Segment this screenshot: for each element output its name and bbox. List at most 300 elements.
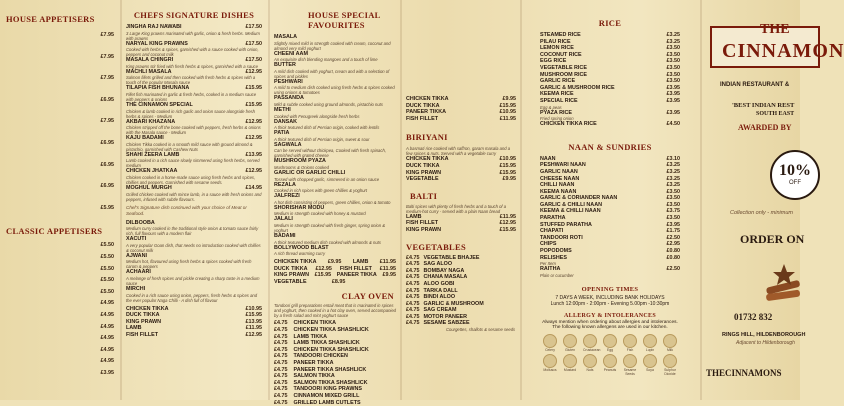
allergen-label: Egg bbox=[606, 347, 614, 352]
menu-item-price: £4.75 bbox=[274, 327, 288, 334]
menu-item bbox=[406, 214, 516, 221]
menu-item bbox=[274, 205, 396, 212]
rice-list bbox=[526, 32, 694, 128]
menu-item-price: £9.95 bbox=[382, 272, 396, 279]
menu-item-price: £3.25 bbox=[666, 175, 680, 182]
allergen-icon bbox=[663, 334, 677, 348]
menu-item-price: £11.95 bbox=[379, 265, 396, 272]
menu-item-name: SHORISHAR MODU bbox=[274, 204, 325, 211]
menu-item-price: £4.75 bbox=[406, 287, 420, 294]
menu-item-name: CHANA MASALA bbox=[423, 274, 468, 281]
menu-item-name: GARLIC & MUSHROOM RICE bbox=[540, 84, 615, 91]
menu-item-name: BINDI ALOO bbox=[423, 294, 456, 301]
menu-item bbox=[406, 268, 516, 275]
menu-item bbox=[540, 222, 680, 229]
menu-item-name: STUFFED PARATHA bbox=[540, 221, 592, 228]
allergen bbox=[643, 354, 657, 376]
tikka-list bbox=[406, 96, 516, 122]
menu-item-price: £4.75 bbox=[274, 340, 288, 347]
menu-item bbox=[540, 169, 680, 176]
menu-item bbox=[406, 274, 516, 281]
menu-item-price: £4.75 bbox=[274, 366, 288, 373]
menu-item bbox=[126, 312, 262, 319]
menu-item bbox=[406, 96, 516, 103]
menu-item-desc: Mild & subtle cooked using ground almonds, pistachio nuts bbox=[274, 101, 383, 107]
column-brand bbox=[702, 0, 844, 400]
menu-item-name: REZALA bbox=[274, 181, 296, 188]
menu-item-desc: Medium in strength cooked with honey & mustard bbox=[274, 211, 366, 217]
menu-item bbox=[540, 208, 680, 215]
menu-item-price: £3.50 bbox=[666, 195, 680, 202]
menu-item-name: VEGETABLE RICE bbox=[540, 64, 587, 71]
menu-item bbox=[274, 272, 396, 279]
menu-item bbox=[126, 135, 262, 142]
menu-item-desc: Cooked in a rich sauce using onion, peppers, fresh herbs & spices and the ever popular Naga Chilli - A dish full of flavour bbox=[126, 292, 258, 303]
menu-item-name: DUCK TIKKA bbox=[406, 102, 440, 109]
menu-item-price: £11.95 bbox=[379, 259, 396, 266]
menu-item-name: XACUTI bbox=[126, 236, 147, 243]
menu-item-name: CHICKEN TIKKA bbox=[406, 156, 449, 163]
menu-item bbox=[126, 286, 262, 293]
menu-item bbox=[540, 98, 680, 105]
menu-item-name: EGG RICE bbox=[540, 58, 567, 65]
allergen-icon bbox=[643, 354, 657, 368]
menu-item-price: £11.95 bbox=[499, 213, 516, 220]
allergen bbox=[643, 334, 657, 352]
brand-the: THE bbox=[760, 22, 790, 37]
menu-item-desc: Cooked with herbs & spices, garnished with a sauce cooked with onion, peppers and coconut milk bbox=[126, 47, 259, 58]
allergen bbox=[583, 354, 597, 376]
allergen-label: Nuts bbox=[586, 367, 594, 372]
award-line1: 'BEST INDIAN REST bbox=[732, 102, 795, 109]
menu-item bbox=[274, 367, 396, 374]
website[interactable]: THECINNAMONS bbox=[706, 368, 782, 378]
menu-item-name: AKBARI KHAZANA bbox=[126, 118, 176, 125]
menu-item-price: £15.95 bbox=[245, 85, 262, 92]
menu-item-price: £4.75 bbox=[274, 346, 288, 353]
menu-item-price: £3.50 bbox=[666, 215, 680, 222]
menu-item-price: £11.95 bbox=[245, 325, 262, 332]
menu-item-desc: Plain or cucumber bbox=[540, 272, 574, 278]
menu-item bbox=[4, 97, 114, 104]
menu-item bbox=[4, 162, 114, 169]
menu-item-name: PILAU RICE bbox=[540, 38, 571, 45]
menu-item-desc: Medium curry cooked in the traditional style onion & tomato sauce fairly rich, full flavours with a modern flair bbox=[126, 226, 259, 237]
menu-item-name: GARLIC OR GARLIC CHILLI bbox=[274, 169, 346, 176]
menu-item-price: £2.50 bbox=[666, 266, 680, 273]
menu-item-price: £3.25 bbox=[666, 38, 680, 45]
menu-item-price: £4.75 bbox=[406, 280, 420, 287]
menu-item-name: KEEMA RICE bbox=[540, 91, 574, 98]
menu-item-price: £15.95 bbox=[499, 226, 516, 233]
menu-item-name: TANDOORI ROTI bbox=[540, 234, 583, 241]
menu-item bbox=[274, 62, 396, 69]
menu-item-name: PANEER TIKKA SHASHLICK bbox=[293, 366, 367, 373]
menu-item bbox=[274, 347, 396, 354]
menu-item-price: £3.25 bbox=[666, 182, 680, 189]
menu-item-price: £4.95 bbox=[100, 335, 114, 342]
menu-item-name: TANDOORI KING PRAWNS bbox=[293, 386, 362, 393]
menu-item-desc: Chicken & lamb cooked in rich garlic and onion sauce alongside fresh herbs & spices - Medium bbox=[126, 108, 255, 119]
section-title-naan: NAAN & SUNDRIES bbox=[568, 141, 652, 152]
menu-item-price: £0.80 bbox=[666, 248, 680, 255]
menu-item-name: BADAMI bbox=[274, 232, 296, 239]
menu-item-name: LAMB bbox=[126, 325, 142, 332]
menu-item bbox=[4, 289, 114, 296]
allergen bbox=[543, 334, 557, 352]
menu-item-name: PANEER TIKKA bbox=[336, 272, 377, 279]
order-heading: ORDER ON bbox=[740, 232, 805, 246]
menu-item-name: CHAPATI bbox=[540, 228, 564, 235]
menu-item bbox=[540, 241, 680, 248]
menu-item-name: MASALA bbox=[274, 34, 298, 40]
menu-item-name: SAG CREAM bbox=[423, 307, 457, 314]
menu-item-desc: A mild dish cooked with yoghurt, cream and with a selection of spices and pickles bbox=[274, 68, 390, 79]
menu-item bbox=[4, 324, 114, 331]
menu-item-name: RAITHA bbox=[540, 266, 561, 273]
menu-item-price: £4.75 bbox=[274, 373, 288, 380]
section-title-biriyani: BIRIYANI bbox=[406, 132, 448, 143]
menu-item-price: £12.95 bbox=[499, 220, 516, 227]
menu-item-price: £6.95 bbox=[100, 96, 114, 103]
menu-item-price: £6.95 bbox=[100, 161, 114, 168]
menu-item-name: PANEER TIKKA bbox=[293, 360, 334, 367]
menu-item-price: £17.50 bbox=[245, 24, 262, 30]
menu-item-desc: A melange of fresh spices and pickle creating a sharp taste in a medium sauce bbox=[126, 275, 260, 286]
menu-item-price: £3.25 bbox=[666, 32, 680, 38]
menu-item bbox=[126, 236, 262, 243]
menu-item bbox=[540, 182, 680, 189]
menu-item-price: £4.75 bbox=[274, 320, 288, 327]
menu-item-price: £5.50 bbox=[100, 242, 114, 249]
naan-list bbox=[526, 156, 694, 278]
menu-item bbox=[126, 253, 262, 260]
menu-item-price: £12.95 bbox=[245, 168, 262, 175]
menu-item-name: CHICKEN TIKKA SHASHLICK bbox=[293, 346, 369, 353]
menu-item-desc: 3 Large King prawns marinated with garlic, onion & fresh herbs. Medium with prawns bbox=[126, 30, 260, 41]
menu-item bbox=[274, 193, 396, 200]
biriyani-desc: A basmati rice cooked with saffron, garam masala and a few spices & nuts. Served with a vegetable curry bbox=[406, 146, 511, 157]
menu-item bbox=[406, 301, 516, 308]
menu-item-name: DILBOOBA bbox=[126, 219, 155, 226]
menu-item bbox=[540, 39, 680, 46]
menu-item-name: CHICKEN TIKKA bbox=[274, 259, 317, 266]
menu-item-desc: Cooked in rich spices with green chillies & yoghurt bbox=[274, 188, 368, 194]
menu-item-price: £8.95 bbox=[331, 278, 346, 285]
menu-item-price: £10.95 bbox=[245, 305, 262, 312]
menu-item-price: £3.50 bbox=[666, 51, 680, 58]
menu-item bbox=[274, 95, 396, 102]
menu-item bbox=[4, 75, 114, 82]
cinnamon-sticks-image bbox=[764, 262, 800, 308]
house-special-meat-list bbox=[274, 259, 396, 285]
menu-item-price: £9.95 bbox=[502, 176, 516, 183]
menu-item bbox=[540, 156, 680, 163]
menu-item bbox=[406, 163, 516, 170]
allergen-icon bbox=[563, 334, 577, 348]
allergen-label: Peanuts bbox=[603, 367, 617, 372]
menu-item-name: FISH FILLET bbox=[406, 115, 439, 122]
menu-item-name: PESHWARI NAAN bbox=[540, 162, 586, 169]
allergen-label: Celery bbox=[545, 347, 555, 352]
menu-item-price: £4.75 bbox=[274, 399, 288, 406]
allergy-title: ALLERGY & INTOLERANCES bbox=[564, 312, 656, 319]
menu-item bbox=[274, 158, 396, 165]
menu-item bbox=[540, 65, 680, 72]
biriyani-list bbox=[406, 156, 516, 182]
menu-item-name: CHICKEN TIKKA bbox=[293, 320, 337, 327]
menu-item-price: £0.80 bbox=[666, 254, 680, 261]
menu-item-price: £12.95 bbox=[245, 118, 262, 125]
menu-item bbox=[126, 85, 262, 92]
menu-item-name: FISH FILLET bbox=[406, 220, 439, 227]
menu-item bbox=[540, 248, 680, 255]
menu-item-desc: A hot dish consisting of peppers, green chillies, onion & tomato bbox=[274, 199, 391, 205]
menu-item-price: £15.95 bbox=[499, 102, 516, 109]
allergen-label: Molluscs bbox=[543, 367, 557, 372]
address-line1: RINGS HILL, HILDENBOROUGH bbox=[722, 332, 806, 338]
menu-item-desc: Mushrooms & Onions cooked bbox=[274, 164, 329, 170]
menu-item-name: LAMB TIKKA bbox=[293, 333, 328, 340]
menu-item-name: RELISHES bbox=[540, 254, 567, 261]
menu-item-desc: A rich thread warming curry bbox=[274, 251, 326, 257]
menu-item-price: £4.75 bbox=[406, 307, 420, 314]
menu-item-price: £9.95 bbox=[502, 96, 516, 102]
menu-item bbox=[126, 269, 262, 276]
allergen-icon bbox=[603, 354, 617, 368]
menu-item-price: £4.75 bbox=[406, 294, 420, 301]
menu-item-price: £5.50 bbox=[100, 253, 114, 260]
menu-item bbox=[4, 140, 114, 147]
menu-item-desc: A very popular Goan dish, that needs no introduction cooked with chillies & coconut milk bbox=[126, 242, 261, 253]
menu-item-name: BUTTER bbox=[274, 62, 296, 69]
phone-number[interactable]: 01732 832 bbox=[734, 312, 773, 322]
menu-item bbox=[406, 156, 516, 163]
menu-item bbox=[274, 334, 396, 341]
menu-item bbox=[540, 72, 680, 79]
allergen-label: Sulphur Dioxide bbox=[664, 367, 676, 376]
column-appetisers bbox=[0, 0, 118, 400]
menu-item bbox=[274, 216, 396, 223]
balti-list bbox=[406, 214, 516, 234]
menu-item-name: CHIPS bbox=[540, 241, 557, 248]
menu-item-name: THE CINNAMON SPECIAL bbox=[126, 101, 193, 108]
signature-list bbox=[126, 24, 262, 202]
menu-item-price: £4.95 bbox=[100, 346, 114, 353]
allergen-label: Soya bbox=[646, 367, 654, 372]
menu-item-price: £3.50 bbox=[666, 188, 680, 195]
menu-item bbox=[274, 373, 396, 380]
menu-item-name: GARLIC & CORIANDER NAAN bbox=[540, 195, 618, 202]
menu-item-name: LAMB TIKKA SHASHLICK bbox=[293, 340, 360, 347]
menu-item bbox=[540, 266, 680, 273]
menu-item bbox=[4, 312, 114, 319]
signature-note: Chef's Signature dish continued with your choice of Meat or Seafood. bbox=[126, 204, 247, 216]
menu-item bbox=[4, 183, 114, 190]
menu-item-name: DUCK TIKKA bbox=[126, 312, 160, 319]
menu-item-price: £11.95 bbox=[499, 115, 516, 122]
appetisers-list bbox=[4, 32, 114, 211]
menu-item-price: £15.95 bbox=[314, 272, 332, 279]
menu-item bbox=[274, 51, 396, 58]
menu-item bbox=[4, 347, 114, 354]
menu-item bbox=[126, 24, 262, 31]
allergen-label: Mustard bbox=[563, 367, 577, 372]
menu-item-price: £4.50 bbox=[666, 121, 680, 128]
menu-item bbox=[274, 119, 396, 126]
allergen-icon bbox=[583, 334, 597, 348]
menu-item bbox=[274, 142, 396, 149]
menu-item-name: GRILLED LAMB CUTLETS bbox=[293, 399, 361, 406]
menu-item-name: VEGETABLE bbox=[406, 176, 439, 183]
menu-item bbox=[126, 306, 262, 313]
allergy-line1: Always mention when ordering about allergies and intolerances. bbox=[542, 319, 678, 325]
menu-item bbox=[406, 307, 516, 314]
menu-item-price: £15.95 bbox=[499, 162, 516, 169]
menu-item bbox=[4, 32, 114, 39]
menu-item bbox=[274, 259, 396, 266]
menu-item bbox=[406, 288, 516, 295]
menu-item bbox=[540, 121, 680, 128]
allergen-icon bbox=[663, 354, 677, 368]
menu-item-price: £4.75 bbox=[406, 320, 420, 327]
allergen bbox=[563, 334, 577, 352]
menu-item-price: £3.50 bbox=[666, 201, 680, 208]
menu-item-name: SHAHI ZEERA LAMB bbox=[126, 151, 180, 158]
allergen-icon bbox=[603, 334, 617, 348]
menu-item-name: NAAN bbox=[540, 155, 556, 162]
menu-item-name: PARATHA bbox=[540, 215, 566, 222]
clay-oven-desc: Tandoori grill preparations entail meat that is marinated in spices and yoghurt, then cooked in a hot clay oven, served accompanied by a fresh salad and mint yoghurt sauce bbox=[274, 303, 396, 319]
allergen-label: Sesame Seeds bbox=[623, 367, 637, 376]
section-title-classic-appetisers: CLASSIC APPETISERS bbox=[6, 226, 103, 237]
menu-item-name: KING PRAWN bbox=[126, 318, 162, 325]
menu-item-name: PASSANDA bbox=[274, 95, 304, 102]
menu-item-name: KAJU BADAMI bbox=[126, 135, 164, 142]
opening-line2: Lunch 12:00pm - 2:00pm - Evening 5.00pm -10:30pm bbox=[550, 300, 670, 307]
menu-item bbox=[406, 116, 516, 123]
menu-item-price: £7.95 bbox=[100, 118, 114, 125]
menu-item bbox=[274, 79, 396, 86]
menu-item bbox=[274, 107, 396, 114]
menu-item bbox=[406, 314, 516, 321]
menu-item-name: DANSAK bbox=[274, 118, 298, 125]
menu-item-price: £4.75 bbox=[274, 393, 288, 399]
menu-item-desc: Egg & peas bbox=[540, 104, 562, 110]
menu-item bbox=[274, 170, 396, 177]
menu-item-price: £7.95 bbox=[100, 53, 114, 60]
brand-name: CINNAMON bbox=[722, 40, 844, 62]
menu-item-price: £4.75 bbox=[274, 386, 288, 393]
menu-item-price: £4.95 bbox=[100, 323, 114, 330]
menu-item-name: KING PRAWN bbox=[406, 169, 442, 176]
menu-item-price: £7.95 bbox=[100, 32, 114, 38]
allergen bbox=[543, 354, 557, 376]
menu-item-price: £4.75 bbox=[274, 379, 288, 386]
section-title-signature: CHEFS SIGNATURE DISHES bbox=[133, 10, 255, 20]
menu-item bbox=[406, 320, 516, 327]
menu-item bbox=[274, 327, 396, 334]
vegetables-note: Courgettes, shallots & sesame seeds bbox=[446, 327, 516, 333]
menu-item-name: PANEER TIKKA bbox=[406, 109, 447, 116]
menu-item bbox=[540, 110, 680, 117]
menu-item bbox=[4, 300, 114, 307]
menu-item-desc: Chicken cooked in a home-made sauce using fresh herbs and spices, chillies and peppers. Garnished with sesame seeds. bbox=[126, 174, 256, 185]
menu-item-name: DUCK TIKKA bbox=[274, 265, 308, 272]
menu-item bbox=[274, 245, 396, 252]
allergen-icon bbox=[623, 354, 637, 368]
menu-item-price: £7.95 bbox=[100, 75, 114, 82]
menu-item-price: £5.50 bbox=[100, 277, 114, 284]
allergen-icon bbox=[643, 334, 657, 348]
menu-item-desc: Per Item bbox=[540, 261, 556, 267]
brand-tagline: INDIAN RESTAURANT & bbox=[720, 82, 790, 88]
menu-item bbox=[126, 319, 262, 326]
menu-item-price: £3.50 bbox=[666, 45, 680, 52]
menu-item-name: KEEMA NAAN bbox=[540, 188, 577, 195]
menu-item-name: DUCK TIKKA bbox=[406, 162, 440, 169]
menu-item-name: GARLIC & CHILLI NAAN bbox=[540, 201, 602, 208]
menu-item-price: £15.95 bbox=[499, 169, 516, 176]
menu-item-name: CHICKEN TIKKA bbox=[406, 96, 449, 102]
menu-item-price: £6.95 bbox=[100, 139, 114, 146]
menu-item-desc: Fried spring onion bbox=[540, 116, 574, 122]
menu-item-price: £2.50 bbox=[666, 234, 680, 241]
allergen bbox=[603, 354, 617, 376]
menu-item-name: MUSHROOM RICE bbox=[540, 71, 588, 78]
menu-item-name: SAGWALA bbox=[274, 141, 302, 148]
balti-desc: Balti spices with plenty of fresh herbs and a touch of a medium-hot curry - served with a plain Naan bread bbox=[406, 203, 507, 214]
menu-item bbox=[540, 85, 680, 92]
menu-item-name: MACHLI MASALA bbox=[126, 68, 172, 75]
menu-item-name: KEEMA & CHILLI NAAN bbox=[540, 208, 601, 215]
allergen bbox=[623, 334, 637, 352]
menu-item-name: SPECIAL RICE bbox=[540, 97, 578, 104]
menu-item bbox=[274, 320, 396, 327]
menu-item-price: £13.95 bbox=[245, 151, 262, 158]
menu-item bbox=[540, 52, 680, 59]
menu-item-name: POPODOMS bbox=[540, 248, 572, 255]
menu-item-name: BOMBAY NAGA bbox=[423, 267, 465, 274]
menu-item-price: £1.75 bbox=[666, 228, 680, 235]
menu-item bbox=[540, 78, 680, 85]
discount-value: 10% bbox=[779, 162, 811, 179]
menu-item bbox=[126, 119, 262, 126]
allergen-icon bbox=[583, 354, 597, 368]
menu-item-name: CHICKEN TIKKA RICE bbox=[540, 121, 597, 128]
menu-item-price: £13.95 bbox=[245, 318, 262, 325]
menu-item-desc: Slightly mixed mild in strength cooked with cream, coconut and almond very mild yoghurt bbox=[274, 40, 391, 51]
collection-note: Collection only - minimum bbox=[730, 210, 793, 216]
menu-item bbox=[4, 335, 114, 342]
menu-item bbox=[274, 279, 396, 286]
menu-item-price: £3.95 bbox=[100, 369, 114, 376]
menu-item-price: £3.95 bbox=[666, 84, 680, 91]
menu-item bbox=[274, 393, 396, 400]
address-line2: Adjacent to Hildenborough bbox=[736, 340, 795, 346]
menu-item-price: £4.75 bbox=[406, 274, 420, 281]
menu-item bbox=[274, 380, 396, 387]
menu-item bbox=[126, 168, 262, 175]
menu-item-price: £3.95 bbox=[666, 91, 680, 98]
menu-item-price: £3.50 bbox=[666, 71, 680, 78]
menu-item-name: STEAMED RICE bbox=[540, 32, 581, 38]
menu-item-price: £12.95 bbox=[245, 331, 262, 338]
menu-item bbox=[540, 215, 680, 222]
menu-item bbox=[274, 400, 396, 406]
menu-item-price: £5.95 bbox=[100, 204, 114, 211]
allergen-icon bbox=[623, 334, 637, 348]
